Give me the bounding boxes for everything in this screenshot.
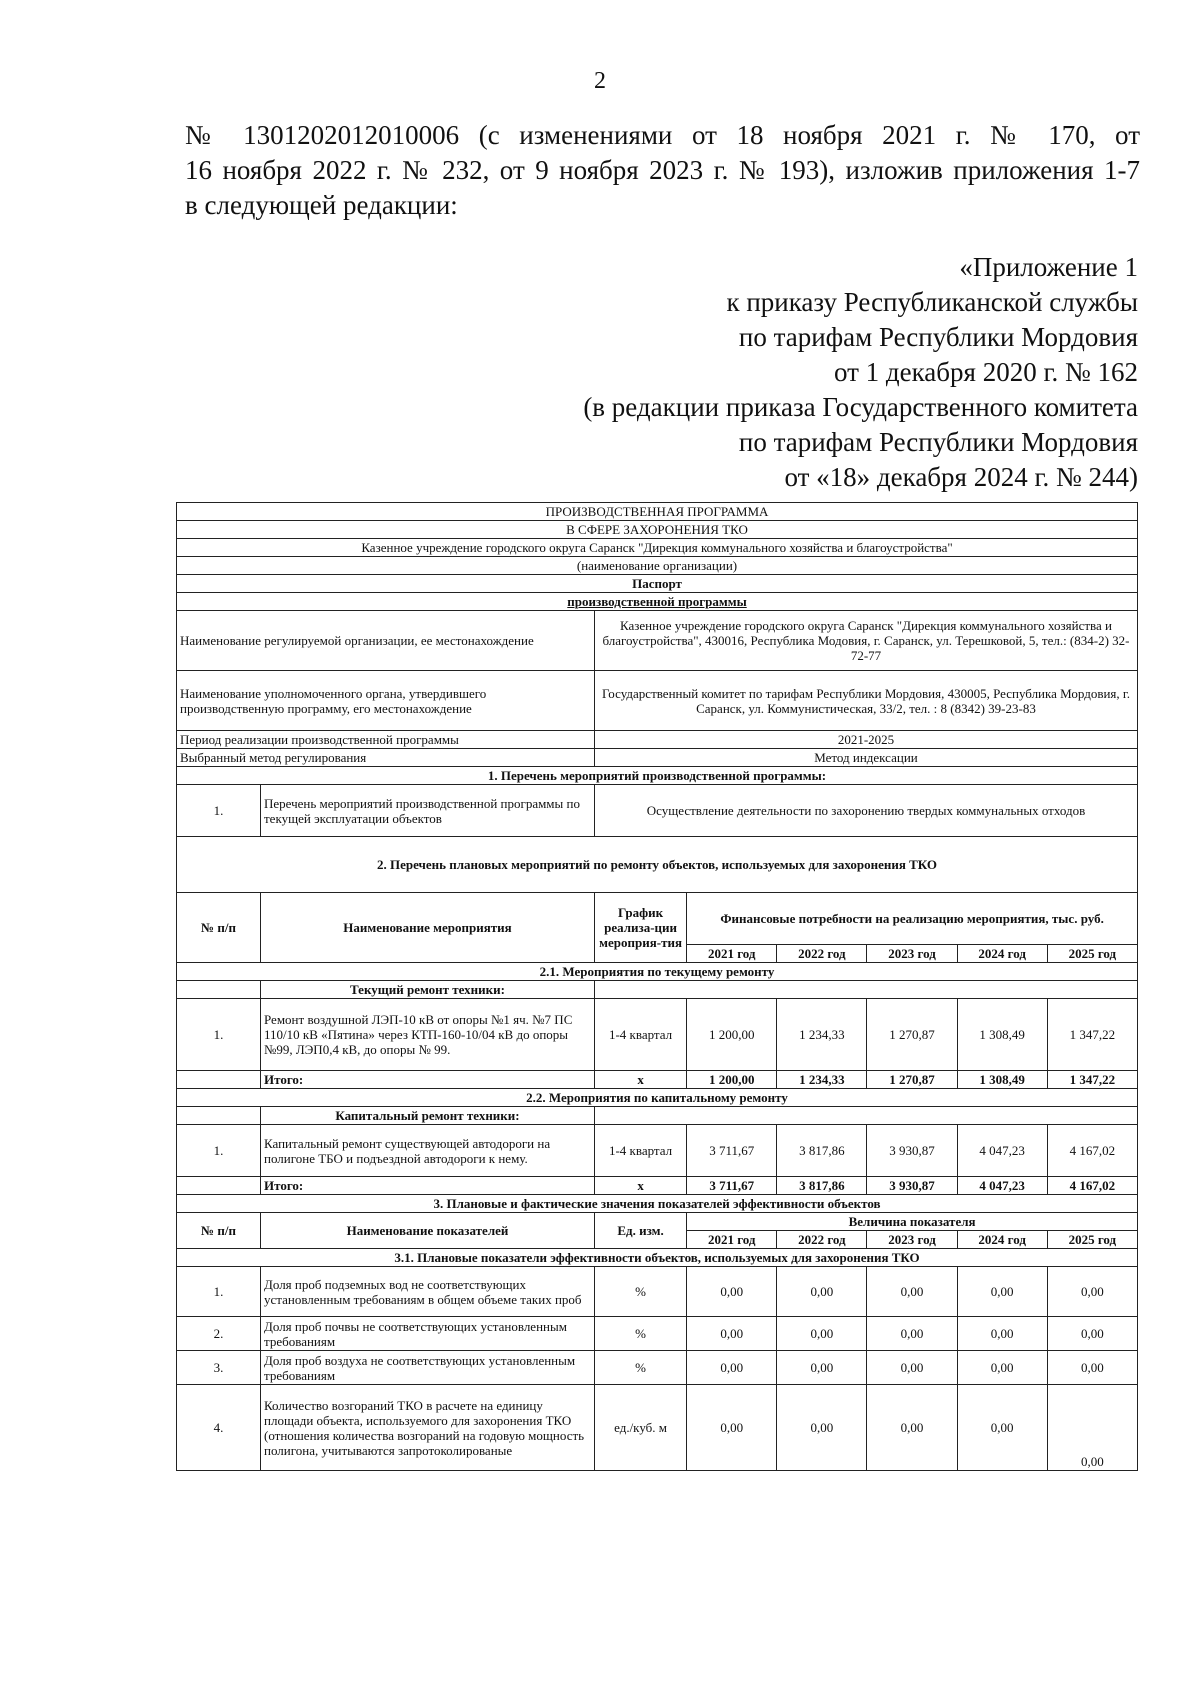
col-header-num: № п/п: [177, 893, 261, 963]
value-cell: 0,00: [1047, 1267, 1137, 1317]
passport-value: Государственный комитет по тарифам Республики Мордовия, 430005, Республика Мордовия, г. Саранск, ул. Коммунистическая, 33/2, тел. : 8 (8342) 39-23-83: [594, 671, 1137, 731]
intro-line-1: № 1301202012010006 (с изменениями от 18 ноября 2021 г. № 170, от: [185, 120, 1140, 150]
total-label: Итого:: [261, 1071, 595, 1089]
section-1-row: [177, 785, 1138, 837]
col-header-num: № п/п: [177, 1213, 261, 1249]
value-cell: 0,00: [1047, 1351, 1137, 1385]
total-value: 3 711,67: [687, 1177, 777, 1195]
value-cell: 0,00: [1047, 1385, 1137, 1471]
value-cell: 0,00: [957, 1351, 1047, 1385]
section-1-label: Перечень мероприятий производственной программы по текущей эксплуатации объектов: [261, 785, 595, 837]
total-row: [177, 1177, 1138, 1195]
value-cell: 0,00: [777, 1385, 867, 1471]
indicator-unit: %: [594, 1351, 686, 1385]
row-number: 3.: [177, 1351, 261, 1385]
value-cell: 1 347,22: [1047, 999, 1137, 1071]
total-value: 1 347,22: [1047, 1071, 1137, 1089]
col-header-finance: Финансовые потребности на реализацию мероприятия, тыс. руб.: [687, 893, 1138, 945]
passport-row: [177, 611, 1138, 671]
table-row: [177, 1351, 1138, 1385]
total-value: 4 167,02: [1047, 1177, 1137, 1195]
year-header: 2025 год: [1047, 1231, 1137, 1249]
section-1-title: 1. Перечень мероприятий производственной программы:: [177, 767, 1138, 785]
value-cell: 1 234,33: [777, 999, 867, 1071]
value-cell: 0,00: [867, 1267, 957, 1317]
value-cell: 1 200,00: [687, 999, 777, 1071]
value-cell: 3 711,67: [687, 1125, 777, 1177]
value-cell: 0,00: [1047, 1317, 1137, 1351]
year-header: 2021 год: [687, 1231, 777, 1249]
subsection-3-1-title: 3.1. Плановые показатели эффективности объектов, используемых для захоронения ТКО: [177, 1249, 1138, 1267]
value-cell: 0,00: [867, 1385, 957, 1471]
col-header-unit: Ед. изм.: [594, 1213, 686, 1249]
empty-cell: [177, 1107, 261, 1125]
organization-name: Казенное учреждение городского округа Саранск "Дирекция коммунального хозяйства и благоустройства": [177, 539, 1138, 557]
passport-value: 2021-2025: [594, 731, 1137, 749]
appendix-line-4: от 1 декабря 2020 г. № 162: [833, 357, 1138, 387]
measure-name: Капитальный ремонт существующей автодороги на полигоне ТБО и подъездной автодороги к нему.: [261, 1125, 595, 1177]
passport-row: [177, 671, 1138, 731]
col-header-schedule: График реализа-ции мероприя-тия: [594, 893, 686, 963]
appendix-line-1: «Приложение 1: [959, 252, 1138, 282]
passport-subtitle: производственной программы: [177, 593, 1138, 611]
group-label: Капитальный ремонт техники:: [261, 1107, 595, 1125]
value-cell: 0,00: [777, 1267, 867, 1317]
col-header-name: Наименование мероприятия: [261, 893, 595, 963]
value-cell: 0,00: [777, 1351, 867, 1385]
passport-row: [177, 749, 1138, 767]
subsection-2-2-title: 2.2. Мероприятия по капитальному ремонту: [177, 1089, 1138, 1107]
passport-value: Метод индексации: [594, 749, 1137, 767]
indicator-name: Количество возгораний ТКО в расчете на единицу площади объекта, используемого для захоронения ТКО (отношения количества возгораний на годовую мощность полигона, учитываются запротоколированые: [261, 1385, 595, 1471]
row-number: 1.: [177, 1125, 261, 1177]
total-value: 1 308,49: [957, 1071, 1047, 1089]
total-value: 3 930,87: [867, 1177, 957, 1195]
indicator-unit: %: [594, 1317, 686, 1351]
value-cell: 0,00: [687, 1317, 777, 1351]
passport-value: Казенное учреждение городского округа Саранск "Дирекция коммунального хозяйства и благоустройства", 430016, Республика Модовия, г. Саранск, ул. Терешковой, 5, тел.: (834-2) 32-72-77: [594, 611, 1137, 671]
col-header-indicator: Наименование показателей: [261, 1213, 595, 1249]
total-schedule: х: [594, 1177, 686, 1195]
year-header: 2021 год: [687, 945, 777, 963]
row-number: 1.: [177, 785, 261, 837]
year-header: 2024 год: [957, 945, 1047, 963]
intro-line-3: в следующей редакции:: [185, 190, 458, 220]
program-title: ПРОИЗВОДСТВЕННАЯ ПРОГРАММА: [177, 503, 1138, 521]
appendix-line-3: по тарифам Республики Мордовия: [738, 322, 1138, 352]
section-2-title: 2. Перечень плановых мероприятий по ремонту объектов, используемых для захоронения ТКО: [177, 837, 1138, 893]
passport-row: [177, 731, 1138, 749]
subsection-2-1-title: 2.1. Мероприятия по текущему ремонту: [177, 963, 1138, 981]
empty-cell: [594, 1107, 1137, 1125]
year-header: 2023 год: [867, 1231, 957, 1249]
total-value: 1 234,33: [777, 1071, 867, 1089]
indicator-name: Доля проб воздуха не соответствующих установленным требованиям: [261, 1351, 595, 1385]
value-cell: 0,00: [777, 1317, 867, 1351]
passport-label: Выбранный метод регулирования: [177, 749, 595, 767]
row-number: 2.: [177, 1317, 261, 1351]
table-row: [177, 999, 1138, 1071]
total-label: Итого:: [261, 1177, 595, 1195]
passport-title: Паспорт: [177, 575, 1138, 593]
measure-schedule: 1-4 квартал: [594, 1125, 686, 1177]
appendix-line-7: от «18» декабря 2024 г. № 244): [784, 462, 1138, 492]
intro-paragraph: [185, 118, 1140, 223]
measure-schedule: 1-4 квартал: [594, 999, 686, 1071]
total-value: 1 270,87: [867, 1071, 957, 1089]
total-value: 1 200,00: [687, 1071, 777, 1089]
year-header: 2025 год: [1047, 945, 1137, 963]
passport-label: Наименование уполномоченного органа, утвердившего производственную программу, его местонахождение: [177, 671, 595, 731]
year-header: 2022 год: [777, 1231, 867, 1249]
organization-caption: (наименование организации): [177, 557, 1138, 575]
value-cell: 1 270,87: [867, 999, 957, 1071]
appendix-line-6: по тарифам Республики Мордовия: [738, 427, 1138, 457]
table-row: [177, 1267, 1138, 1317]
value-cell: 0,00: [957, 1385, 1047, 1471]
value-cell: 0,00: [687, 1267, 777, 1317]
passport-label: Наименование регулируемой организации, ее местонахождение: [177, 611, 595, 671]
production-program-table: [176, 502, 1138, 1471]
indicator-unit: %: [594, 1267, 686, 1317]
total-schedule: х: [594, 1071, 686, 1089]
value-cell: 0,00: [687, 1385, 777, 1471]
section-3-title: 3. Плановые и фактические значения показателей эффективности объектов: [177, 1195, 1138, 1213]
value-cell: 0,00: [867, 1317, 957, 1351]
indicator-name: Доля проб подземных вод не соответствующих установленным требованиям в общем объеме таких проб: [261, 1267, 595, 1317]
program-subtitle: В СФЕРЕ ЗАХОРОНЕНИЯ ТКО: [177, 521, 1138, 539]
value-cell: 1 308,49: [957, 999, 1047, 1071]
total-value: 3 817,86: [777, 1177, 867, 1195]
row-number: 1.: [177, 999, 261, 1071]
value-cell: 3 930,87: [867, 1125, 957, 1177]
appendix-line-2: к приказу Республиканской службы: [726, 287, 1138, 317]
col-header-value: Величина показателя: [687, 1213, 1138, 1231]
group-label: Текущий ремонт техники:: [261, 981, 595, 999]
empty-cell: [594, 981, 1137, 999]
section-1-value: Осуществление деятельности по захоронению твердых коммунальных отходов: [594, 785, 1137, 837]
total-value: 4 047,23: [957, 1177, 1047, 1195]
intro-line-2: 16 ноября 2022 г. № 232, от 9 ноября 2023 г. № 193), изложив приложения 1-7: [185, 155, 1140, 185]
appendix-line-5: (в редакции приказа Государственного комитета: [583, 392, 1138, 422]
empty-cell: [177, 981, 261, 999]
row-number: 1.: [177, 1267, 261, 1317]
value-cell: 0,00: [687, 1351, 777, 1385]
table-row: [177, 1385, 1138, 1471]
value-cell: 3 817,86: [777, 1125, 867, 1177]
value-cell: 4 047,23: [957, 1125, 1047, 1177]
table-row: [177, 1317, 1138, 1351]
empty-cell: [177, 1071, 261, 1089]
year-header: 2022 год: [777, 945, 867, 963]
table-row: [177, 1125, 1138, 1177]
year-header: 2024 год: [957, 1231, 1047, 1249]
passport-label: Период реализации производственной программы: [177, 731, 595, 749]
measure-name: Ремонт воздушной ЛЭП-10 кВ от опоры №1 яч. №7 ПС 110/10 кВ «Пятина» через КТП-160-10/04 кВ до опоры №99, ЛЭП0,4 кВ, до опоры № 99.: [261, 999, 595, 1071]
indicator-unit: ед./куб. м: [594, 1385, 686, 1471]
appendix-header: [583, 250, 1138, 495]
value-cell: 0,00: [867, 1351, 957, 1385]
empty-cell: [177, 1177, 261, 1195]
value-cell: 0,00: [957, 1317, 1047, 1351]
page-number: 2: [594, 68, 606, 94]
row-number: 4.: [177, 1385, 261, 1471]
year-header: 2023 год: [867, 945, 957, 963]
total-row: [177, 1071, 1138, 1089]
indicator-name: Доля проб почвы не соответствующих установленным требованиям: [261, 1317, 595, 1351]
value-cell: 4 167,02: [1047, 1125, 1137, 1177]
value-cell: 0,00: [957, 1267, 1047, 1317]
